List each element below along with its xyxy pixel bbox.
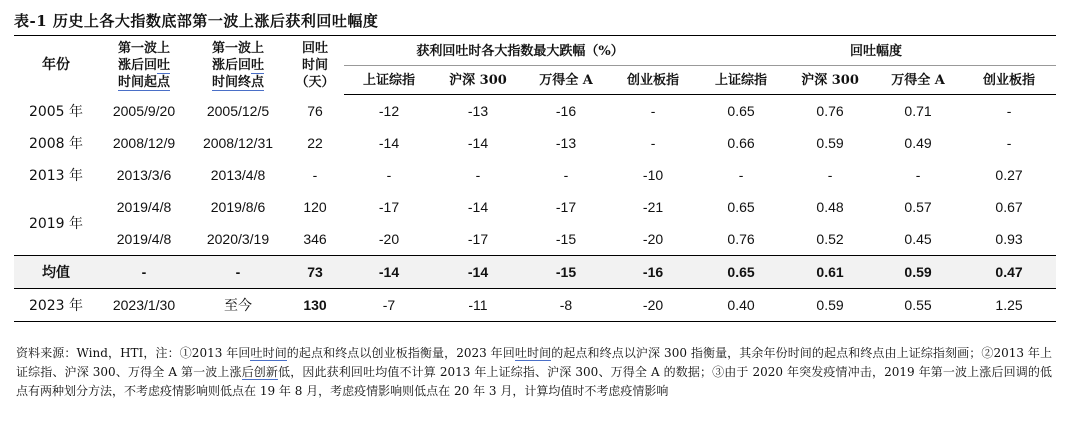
header-end-line2-text: 涨后回 xyxy=(211,58,251,74)
cell-drop-windall: -8 xyxy=(522,289,610,322)
header-index-sse-drop: 上证综指 xyxy=(344,66,434,95)
cell-drop-windall: -17 xyxy=(555,199,577,215)
cell-ratio-windall: 0.57 xyxy=(904,199,932,215)
header-start-line2-text: 涨后回 xyxy=(117,58,157,74)
table-row-2023 xyxy=(14,289,1056,322)
cell-ratio-windall: 0.55 xyxy=(874,289,962,322)
table-row xyxy=(14,127,1056,159)
cell-start: 2019/4/8 xyxy=(116,199,172,215)
cell-year: 2008 年 xyxy=(28,136,84,152)
header-index-windall-drop: 万得全 A xyxy=(522,66,610,95)
cell-drop-chinext: - xyxy=(650,135,656,151)
cell-drop-sse: -7 xyxy=(344,289,434,322)
note-underlined-1: 吐时间 xyxy=(250,346,287,360)
cell-ratio-windall: 0.49 xyxy=(904,135,932,151)
header-start-line3 xyxy=(98,74,190,91)
cell-drop-windall: -13 xyxy=(555,135,577,151)
cell-ratio-sse: - xyxy=(738,167,744,183)
header-days-line2: 时间 xyxy=(301,58,328,74)
header-year: 年份 xyxy=(42,57,70,74)
note-underlined-2: 吐时间 xyxy=(514,346,552,360)
header-start-line2 xyxy=(98,57,190,74)
source-note xyxy=(16,344,1052,401)
cell-end: 2019/8/6 xyxy=(210,199,266,215)
cell-ratio-sse: 0.66 xyxy=(727,135,755,151)
header-end xyxy=(190,37,286,95)
cell-year: 2023 年 xyxy=(14,289,98,322)
header-index-chinext-ratio: 创业板指 xyxy=(962,66,1056,95)
header-index-csi300-drop: 沪深 300 xyxy=(434,66,522,95)
cell-ratio-chinext: - xyxy=(1006,103,1012,119)
table-top-rule xyxy=(14,35,1056,36)
cell-end: 2013/4/8 xyxy=(210,167,266,183)
cell-start: 2008/12/9 xyxy=(112,135,176,151)
cell-days: 346 xyxy=(303,231,327,247)
cell-ratio-sse: 0.76 xyxy=(727,231,755,247)
header-end-line2-underlined: 吐 xyxy=(251,58,265,74)
cell-ratio-chinext: 0.93 xyxy=(995,231,1023,247)
cell-drop-csi300: -14 xyxy=(467,135,489,151)
header-start-line1: 第一波上 xyxy=(117,41,170,57)
cell-ratio-windall: - xyxy=(915,167,921,183)
header-end-line3-text: 时间终点 xyxy=(211,75,264,91)
cell-start: - xyxy=(98,256,190,289)
table-row xyxy=(14,223,1056,256)
header-start-line3-text: 时间起点 xyxy=(117,75,170,91)
table-row xyxy=(14,159,1056,191)
note-text-2: 的起点和终点以创业板指衡量，2023 年回 xyxy=(286,346,515,360)
cell-drop-chinext: -20 xyxy=(610,289,696,322)
note-underlined-3: 后创新 xyxy=(241,365,279,379)
cell-ratio-csi300: 0.59 xyxy=(786,289,874,322)
cell-drop-csi300: -14 xyxy=(434,256,522,289)
cell-drop-windall: -15 xyxy=(522,256,610,289)
cell-ratio-chinext: - xyxy=(1006,135,1012,151)
cell-ratio-windall: 0.45 xyxy=(904,231,932,247)
header-days xyxy=(286,37,344,95)
note-text-1: 资料来源：Wind，HTI，注：①2013 年回 xyxy=(16,346,251,360)
average-row xyxy=(14,256,1056,289)
header-end-line2 xyxy=(190,57,286,74)
cell-drop-sse: -17 xyxy=(378,199,400,215)
cell-end: 2020/3/19 xyxy=(206,231,270,247)
header-start xyxy=(98,37,190,95)
cell-year: 均值 xyxy=(14,256,98,289)
cell-drop-windall: -15 xyxy=(555,231,577,247)
cell-start: 2023/1/30 xyxy=(98,289,190,322)
header-index-windall-ratio: 万得全 A xyxy=(874,66,962,95)
cell-ratio-csi300: 0.59 xyxy=(816,135,844,151)
cell-drop-windall: - xyxy=(563,167,569,183)
header-days-line1: 回吐 xyxy=(301,41,328,57)
cell-year: 2005 年 xyxy=(28,103,84,120)
cell-drop-csi300: -13 xyxy=(467,103,489,119)
cell-drop-sse: -20 xyxy=(378,231,400,247)
cell-year: 2019 年 xyxy=(28,216,84,232)
cell-ratio-csi300: - xyxy=(827,167,833,183)
cell-drop-csi300: -14 xyxy=(467,199,489,215)
cell-days: 76 xyxy=(307,102,323,119)
cell-end: 2005/12/5 xyxy=(206,102,270,119)
note-text-4: 低，因此获利回吐均值不计算 2013 年上证综指、沪深 300、万得全 A 的数据；③由于 2020 年突发疫情冲击，2019 年第一波上涨后回调的低点有两种划分方法，不考虑疫情影响则低点在 19 年 8 月，考虑疫情影响则低点在 20 年 3 月，计算均值时不考虑疫情影响 xyxy=(16,365,1052,398)
cell-ratio-chinext: 0.67 xyxy=(995,199,1023,215)
cell-drop-csi300: -17 xyxy=(467,231,489,247)
data-table xyxy=(14,37,1056,322)
cell-drop-chinext: -10 xyxy=(642,167,664,183)
cell-drop-windall: -16 xyxy=(555,103,577,119)
cell-drop-chinext: -21 xyxy=(642,199,664,215)
cell-days: 130 xyxy=(286,289,344,322)
cell-drop-sse: -14 xyxy=(378,135,400,151)
cell-days: 73 xyxy=(286,256,344,289)
header-index-sse-ratio: 上证综指 xyxy=(696,66,786,95)
cell-drop-chinext: -16 xyxy=(610,256,696,289)
cell-ratio-chinext: 0.47 xyxy=(962,256,1056,289)
header-end-line1: 第一波上 xyxy=(211,41,264,57)
cell-drop-csi300: - xyxy=(475,167,481,183)
table-row xyxy=(14,95,1056,128)
header-index-csi300-ratio: 沪深 300 xyxy=(786,66,874,95)
cell-start: 2005/9/20 xyxy=(112,102,176,119)
cell-ratio-sse: 0.65 xyxy=(727,103,755,119)
cell-year: 2013 年 xyxy=(28,168,84,184)
table-title: 表-1 历史上各大指数底部第一波上涨后获利回吐幅度 xyxy=(14,12,379,30)
cell-drop-sse: -12 xyxy=(378,103,400,119)
cell-ratio-chinext: 1.25 xyxy=(962,289,1056,322)
cell-start: 2019/4/8 xyxy=(116,231,172,247)
header-end-line3 xyxy=(190,74,286,91)
cell-end: 2008/12/31 xyxy=(202,135,274,151)
cell-end: 至今 xyxy=(190,289,286,322)
header-index-chinext-drop: 创业板指 xyxy=(610,66,696,95)
cell-ratio-csi300: 0.76 xyxy=(816,103,844,119)
cell-ratio-windall: 0.71 xyxy=(904,103,932,119)
cell-days: 120 xyxy=(303,199,327,215)
header-group-ratio: 回吐幅度 xyxy=(696,37,1056,66)
cell-ratio-chinext: 0.27 xyxy=(995,167,1023,183)
header-row-1 xyxy=(14,37,1056,66)
cell-start: 2013/3/6 xyxy=(116,167,172,183)
cell-drop-sse: - xyxy=(386,167,392,183)
header-days-line3: （天） xyxy=(295,75,335,91)
header-start-line2-underlined: 吐 xyxy=(157,58,171,74)
cell-drop-chinext: - xyxy=(650,103,656,119)
cell-ratio-csi300: 0.52 xyxy=(816,231,844,247)
cell-ratio-sse: 0.40 xyxy=(696,289,786,322)
cell-ratio-csi300: 0.61 xyxy=(786,256,874,289)
cell-drop-csi300: -11 xyxy=(434,289,522,322)
cell-days: - xyxy=(312,167,318,183)
cell-days: 22 xyxy=(307,135,323,151)
header-group-drop: 获利回吐时各大指数最大跌幅（%） xyxy=(344,37,696,66)
cell-drop-sse: -14 xyxy=(344,256,434,289)
cell-ratio-sse: 0.65 xyxy=(696,256,786,289)
cell-ratio-sse: 0.65 xyxy=(727,199,755,215)
cell-end: - xyxy=(190,256,286,289)
note-text-3: 的起点和终点以沪深 300 指衡量，其余年份时间的起点和终点由上证综指刻画；②2013 年上证综指、沪深 300、万得全 A 第一波上涨 xyxy=(16,346,1052,379)
table-row xyxy=(14,191,1056,223)
cell-ratio-windall: 0.59 xyxy=(874,256,962,289)
cell-drop-chinext: -20 xyxy=(642,231,664,247)
cell-ratio-csi300: 0.48 xyxy=(816,199,844,215)
